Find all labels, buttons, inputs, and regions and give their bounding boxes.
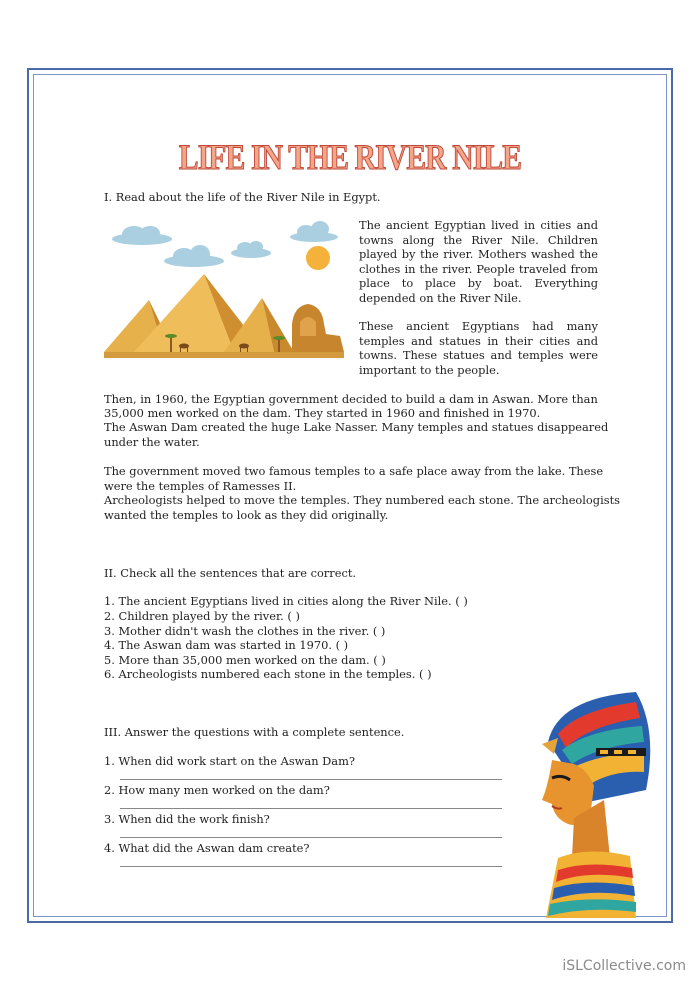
- check-item[interactable]: 1. The ancient Egyptians lived in cities along the River Nile. ( ): [104, 594, 468, 608]
- section2-heading: II. Check all the sentences that are correct.: [104, 566, 357, 580]
- cloud-icon: [290, 221, 338, 242]
- sun-icon: [306, 246, 330, 270]
- paragraph-4-line: Archeologists helped to move the temples. They numbered each stone. The archeologists: [104, 493, 620, 507]
- question: 3. When did the work finish?: [104, 812, 270, 826]
- section1-heading: I. Read about the life of the River Nile in Egypt.: [104, 190, 381, 204]
- nefertiti-illustration: [518, 690, 660, 918]
- paragraph-4-line: The government moved two famous temples to a safe place away from the lake. These: [104, 464, 604, 478]
- paragraph-3-line: The Aswan Dam created the huge Lake Nasser. Many temples and statues disappeared: [104, 420, 609, 434]
- answer-line[interactable]: [120, 779, 502, 780]
- paragraph-4-line: were the temples of Ramesses II.: [104, 479, 297, 493]
- question: 1. When did work start on the Aswan Dam?: [104, 754, 356, 768]
- check-item[interactable]: 5. More than 35,000 men worked on the dam. ( ): [104, 653, 386, 667]
- check-item[interactable]: 3. Mother didn't wash the clothes in the river. ( ): [104, 624, 386, 638]
- cloud-icon: [231, 241, 271, 258]
- check-item[interactable]: 2. Children played by the river. ( ): [104, 609, 300, 623]
- paragraph-3-line: under the water.: [104, 435, 200, 449]
- question: 2. How many men worked on the dam?: [104, 783, 330, 797]
- cloud-icon: [164, 245, 224, 267]
- check-item[interactable]: 6. Archeologists numbered each stone in the temples. ( ): [104, 667, 432, 681]
- watermark-text: iSLCollective.com: [562, 958, 686, 974]
- question: 4. What did the Aswan dam create?: [104, 841, 310, 855]
- worksheet-title: LIFE IN THE RIVER NILE: [178, 137, 522, 177]
- cloud-icon: [112, 226, 172, 245]
- paragraph-3-line: 35,000 men worked on the dam. They started in 1960 and finished in 1970.: [104, 406, 541, 420]
- section3-heading: III. Answer the questions with a complete sentence.: [104, 725, 405, 739]
- check-item[interactable]: 4. The Aswan dam was started in 1970. ( ): [104, 638, 349, 652]
- answer-line[interactable]: [120, 837, 502, 838]
- pyramids-illustration: [104, 212, 344, 362]
- answer-line[interactable]: [120, 866, 502, 867]
- paragraph-2: These ancient Egyptians had many temples and statues in their cities and towns. These statues and temples were important to the people.: [359, 319, 598, 377]
- answer-line[interactable]: [120, 808, 502, 809]
- paragraph-3-line: Then, in 1960, the Egyptian government decided to build a dam in Aswan. More than: [104, 392, 598, 406]
- paragraph-4-line: wanted the temples to look as they did originally.: [104, 508, 389, 522]
- sphinx-icon: [292, 304, 344, 352]
- paragraph-1: The ancient Egyptian lived in cities and towns along the River Nile. Children played by the river. Mothers washed the clothes in the river. People traveled from place to place by boat. Everything depended on the River Nile.: [359, 218, 598, 305]
